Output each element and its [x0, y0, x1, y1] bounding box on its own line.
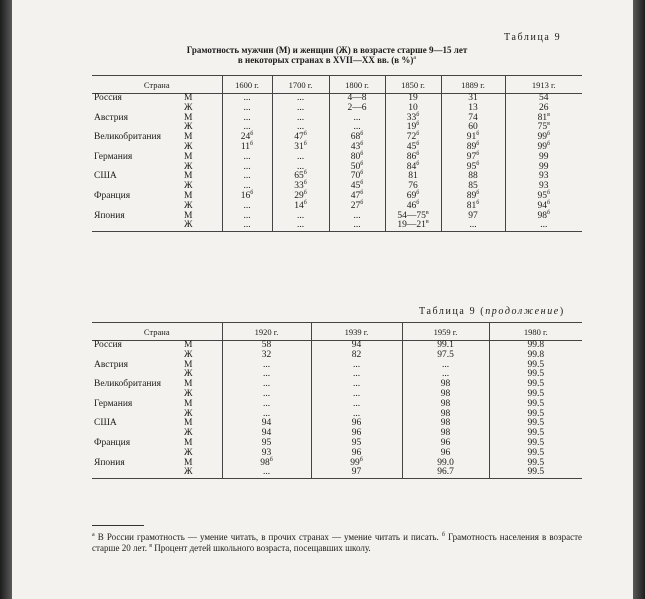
table-row — [92, 172, 582, 182]
footnote-mark: б — [250, 189, 254, 196]
literacy-value: $80^б$ — [329, 153, 385, 163]
literacy-value: ... — [222, 104, 272, 114]
footnote-mark: б — [360, 170, 364, 177]
footnote-mark: б — [303, 170, 307, 177]
footnote-mark: б — [359, 456, 363, 463]
literacy-value: ... — [222, 468, 311, 478]
literacy-value: $81^в$ — [537, 111, 550, 123]
sex-code: Ж — [182, 143, 222, 153]
table-row — [92, 351, 582, 361]
footnote-mark: б — [546, 209, 551, 216]
footnote-mark: б — [476, 150, 480, 157]
literacy-value: $11^б$ — [222, 143, 272, 153]
literacy-value: ... — [329, 114, 385, 124]
country-name: Австрия — [94, 112, 128, 123]
literacy-value: $47^б$ — [272, 133, 329, 143]
literacy-value: 98 — [402, 419, 489, 429]
literacy-value: ... — [272, 104, 329, 114]
footnote-mark: б — [360, 180, 364, 187]
header-year: 1889 г. — [441, 76, 505, 94]
literacy-value: 98 — [402, 429, 489, 439]
literacy-value: 88 — [441, 172, 505, 182]
literacy-value: 32 — [222, 351, 311, 361]
header-year: 1700 г. — [272, 76, 329, 94]
literacy-value: ... — [272, 153, 329, 163]
literacy-value: 99.5 — [527, 388, 545, 399]
table-title — [162, 45, 492, 65]
country-name: Россия — [94, 340, 122, 350]
country-name — [92, 468, 182, 478]
sex-code: М — [182, 419, 222, 429]
footnote-mark: б — [250, 140, 254, 147]
sex-code: М — [182, 114, 222, 124]
literacy-value: ... — [222, 221, 272, 231]
country-name: Великобритания — [94, 379, 161, 390]
sex-code: Ж — [182, 351, 222, 361]
literacy-value: 95 — [311, 439, 402, 449]
continuation-label-end: ) — [559, 306, 565, 317]
literacy-value: $69^б$ — [385, 192, 441, 202]
literacy-value: ... — [311, 400, 402, 410]
literacy-value: $33^б$ — [385, 114, 441, 124]
sex-code: Ж — [182, 221, 222, 231]
country-name: Франция — [94, 437, 131, 448]
literacy-value: ... — [402, 361, 489, 371]
literacy-table-1600-1913 — [92, 75, 582, 232]
sex-code: Ж — [182, 429, 222, 439]
table-row — [92, 361, 582, 371]
literacy-value: 96 — [311, 419, 402, 429]
footnote-mark: б — [303, 199, 307, 206]
header-year: 1913 г. — [505, 76, 582, 94]
header-year: 1920 г. — [222, 323, 311, 341]
footnote-mark: б — [360, 189, 364, 196]
sex-code: Ж — [182, 468, 222, 478]
literacy-value: 99.8 — [527, 349, 545, 360]
table-row — [92, 459, 582, 469]
sex-code: М — [182, 133, 222, 143]
literacy-value: $45^б$ — [385, 143, 441, 153]
literacy-value: $98^б$ — [537, 209, 551, 221]
document-page — [12, 0, 633, 599]
footnote-mark: б — [546, 140, 551, 147]
literacy-value: 98 — [402, 410, 489, 420]
country-name: Франция — [94, 190, 131, 201]
literacy-value: ... — [272, 163, 329, 173]
continuation-label-italic: продолжение — [485, 306, 560, 317]
literacy-value: $50^б$ — [329, 163, 385, 173]
table-row — [92, 468, 582, 478]
table-row — [92, 192, 582, 202]
literacy-value: $24^б$ — [222, 133, 272, 143]
literacy-value: 99.5 — [489, 468, 582, 478]
footnote-mark: б — [416, 189, 420, 196]
literacy-value: 99.5 — [527, 359, 545, 370]
country-name: США — [94, 418, 117, 429]
country-name: Россия — [94, 93, 122, 103]
literacy-value: 99 — [539, 151, 549, 162]
literacy-value: ... — [222, 370, 311, 380]
sex-code: Ж — [182, 202, 222, 212]
literacy-value: 81 — [385, 172, 441, 182]
footnote-mark: б — [416, 160, 420, 167]
footnote-mark: б — [416, 150, 420, 157]
literacy-value: 85 — [441, 182, 505, 192]
header-year: 1959 г. — [402, 323, 489, 341]
literacy-value: 82 — [311, 351, 402, 361]
table-row — [92, 104, 582, 114]
literacy-value: 99.5 — [527, 379, 545, 390]
literacy-value: 99 — [539, 161, 549, 172]
footnote-mark: в — [425, 209, 429, 216]
literacy-value: 54 — [539, 93, 549, 103]
literacy-value: ... — [222, 212, 272, 222]
literacy-value: ... — [311, 380, 402, 390]
literacy-value: $54—75^в$ — [385, 212, 441, 222]
literacy-value: 99.5 — [527, 437, 545, 448]
literacy-value: $99^б$ — [537, 140, 551, 152]
literacy-value: 96 — [402, 449, 489, 459]
literacy-value: ... — [402, 370, 489, 380]
footnote-mark: б — [476, 160, 480, 167]
literacy-value: 94 — [311, 341, 402, 351]
continuation-label-main: Таблица 9 ( — [419, 306, 486, 317]
footnote-mark: б — [250, 131, 254, 138]
header-year: 1600 г. — [222, 76, 272, 94]
literacy-value: ... — [311, 361, 402, 371]
literacy-value: 99.5 — [527, 408, 545, 419]
footnote-mark: б — [416, 111, 420, 118]
sex-code: М — [182, 212, 222, 222]
country-name: Германия — [94, 398, 133, 409]
title-line-2 — [162, 55, 492, 65]
literacy-value: 94 — [222, 419, 311, 429]
literacy-value: 13 — [441, 104, 505, 114]
literacy-table-1920-1980 — [92, 322, 582, 479]
literacy-value: $14^б$ — [272, 202, 329, 212]
literacy-value: 95 — [222, 439, 311, 449]
literacy-value: ... — [222, 114, 272, 124]
footnote-mark: б — [360, 131, 364, 138]
footnote-mark: б — [416, 140, 420, 147]
header-year: 1939 г. — [311, 323, 402, 341]
literacy-value: 99.5 — [527, 428, 545, 439]
header-year: 1800 г. — [329, 76, 385, 94]
literacy-value: 97 — [311, 468, 402, 478]
footnote-mark: в — [547, 121, 550, 128]
header-country: Страна — [92, 323, 222, 341]
literacy-value: 93 — [222, 449, 311, 459]
literacy-value: $31^б$ — [272, 143, 329, 153]
sex-code: Ж — [182, 123, 222, 133]
literacy-value: ... — [222, 182, 272, 192]
literacy-value: ... — [222, 123, 272, 133]
table-row — [92, 390, 582, 400]
table-row — [92, 153, 582, 163]
literacy-value: $94^б$ — [537, 199, 551, 211]
literacy-value: $95^б$ — [537, 189, 551, 201]
footnote-mark: б — [416, 131, 420, 138]
literacy-value: $89^б$ — [441, 192, 505, 202]
literacy-value: $45^б$ — [329, 182, 385, 192]
literacy-value: $99^б$ — [311, 459, 402, 469]
literacy-value: ... — [272, 212, 329, 222]
country-name — [92, 221, 182, 231]
sex-code: Ж — [182, 410, 222, 420]
footnote-mark: б — [546, 131, 551, 138]
table-row — [92, 370, 582, 380]
table-row — [92, 143, 582, 153]
literacy-value: ... — [222, 390, 311, 400]
footnote-mark: б — [360, 160, 364, 167]
sex-code: Ж — [182, 370, 222, 380]
literacy-value: 60 — [441, 123, 505, 133]
title-line-2-text: в некоторых странах в XVII—XX вв. (в %) — [237, 55, 414, 65]
literacy-value: $47^б$ — [329, 192, 385, 202]
footnote-mark: б — [269, 456, 273, 463]
country-name: Япония — [94, 457, 125, 468]
footnote-mark: б — [360, 150, 364, 157]
literacy-value: 99.5 — [527, 418, 545, 429]
table-label: Таблица 9 — [504, 32, 562, 43]
literacy-value: 99.5 — [527, 457, 545, 468]
table-continuation-label — [419, 306, 565, 317]
table-row — [92, 380, 582, 390]
sex-code: М — [182, 400, 222, 410]
footnote-mark: б — [546, 199, 551, 206]
country-name: Япония — [94, 210, 125, 221]
literacy-value: ... — [311, 410, 402, 420]
literacy-value: $75^в$ — [537, 121, 550, 133]
literacy-value: ... — [311, 370, 402, 380]
literacy-value: $72^б$ — [385, 133, 441, 143]
literacy-value: $27^б$ — [329, 202, 385, 212]
literacy-value: $68^б$ — [329, 133, 385, 143]
literacy-value: ... — [222, 410, 311, 420]
title-footnote-mark: а — [413, 55, 417, 61]
sex-code: М — [182, 380, 222, 390]
sex-code: М — [182, 153, 222, 163]
literacy-value: 99.1 — [402, 341, 489, 351]
footnote-mark: б — [303, 140, 307, 147]
literacy-value: $43^б$ — [329, 143, 385, 153]
sex-code: М — [182, 361, 222, 371]
literacy-value: 93 — [539, 181, 549, 192]
footnote-mark: б — [476, 199, 480, 206]
footnote-mark: б — [416, 199, 420, 206]
literacy-value: $95^б$ — [441, 163, 505, 173]
literacy-value: ... — [272, 221, 329, 231]
literacy-value: ... — [222, 153, 272, 163]
table-row — [92, 341, 582, 351]
literacy-value: 98 — [402, 400, 489, 410]
literacy-value: $29^б$ — [272, 192, 329, 202]
literacy-value: ... — [272, 114, 329, 124]
table-row — [92, 429, 582, 439]
literacy-value: ... — [222, 400, 311, 410]
literacy-value: 96 — [311, 449, 402, 459]
footnote-mark: б — [476, 140, 480, 147]
country-name: Австрия — [94, 359, 128, 370]
footnote-mark: в — [547, 111, 550, 118]
footnote-b: Грамотность населения в возрасте старше 20 лет. — [92, 532, 582, 553]
literacy-value: ... — [272, 123, 329, 133]
literacy-value: ... — [222, 172, 272, 182]
literacy-value: $16^б$ — [222, 192, 272, 202]
table-row — [92, 439, 582, 449]
literacy-value: 4—8 — [329, 94, 385, 104]
literacy-value: 93 — [539, 171, 549, 182]
literacy-value: ... — [329, 221, 385, 231]
literacy-value: ... — [222, 202, 272, 212]
header-year: 1850 г. — [385, 76, 441, 94]
footnote-mark: б — [476, 189, 480, 196]
literacy-value: ... — [222, 94, 272, 104]
table-row — [92, 133, 582, 143]
sex-code: М — [182, 439, 222, 449]
table-row — [92, 202, 582, 212]
sex-code: Ж — [182, 390, 222, 400]
literacy-value: $19—21^в$ — [385, 221, 441, 231]
literacy-value: ... — [222, 163, 272, 173]
header-country: Страна — [92, 76, 222, 94]
footnote-b-mark: б — [441, 532, 445, 538]
country-name: Великобритания — [94, 132, 161, 143]
literacy-value: $19^б$ — [385, 123, 441, 133]
footnote-mark: б — [476, 131, 480, 138]
footnote-mark: б — [416, 121, 420, 128]
literacy-value: $46^б$ — [385, 202, 441, 212]
footnote-a-mark: а — [92, 532, 95, 538]
literacy-value: 76 — [385, 182, 441, 192]
sex-code: Ж — [182, 449, 222, 459]
sex-code: Ж — [182, 163, 222, 173]
footnote-c-mark: в — [149, 543, 153, 549]
literacy-value: $91^б$ — [441, 133, 505, 143]
literacy-value: 94 — [222, 429, 311, 439]
literacy-value: $65^б$ — [272, 172, 329, 182]
literacy-value: 96 — [311, 429, 402, 439]
sex-code: М — [182, 94, 222, 104]
footnote-mark: б — [303, 189, 307, 196]
page-edge-right — [633, 0, 645, 599]
literacy-value: 58 — [222, 341, 311, 351]
literacy-value: 98 — [402, 390, 489, 400]
literacy-value: 96 — [402, 439, 489, 449]
literacy-value: ... — [272, 94, 329, 104]
footnote-mark: б — [360, 199, 364, 206]
country-name: Германия — [94, 151, 133, 162]
literacy-value: $97^б$ — [441, 153, 505, 163]
literacy-value: $81^б$ — [441, 202, 505, 212]
literacy-value: ... — [222, 361, 311, 371]
literacy-value: 2—6 — [329, 104, 385, 114]
table-row — [92, 410, 582, 420]
footnote-a: В России грамотность — умение читать, в прочих странах — умение читать и писать. — [94, 532, 442, 542]
table-row — [92, 221, 582, 231]
literacy-value: $98^б$ — [222, 459, 311, 469]
literacy-value: 99.0 — [402, 459, 489, 469]
table-row — [92, 94, 582, 104]
sex-code: Ж — [182, 104, 222, 114]
country-name: США — [94, 171, 117, 182]
footnote-c: Процент детей школьного возраста, посещавших школу. — [152, 543, 371, 553]
literacy-value: ... — [329, 123, 385, 133]
sex-code: М — [182, 192, 222, 202]
literacy-value: $99^б$ — [537, 131, 551, 143]
literacy-value: 74 — [441, 114, 505, 124]
literacy-value: $33^б$ — [272, 182, 329, 192]
footnote-mark: б — [546, 189, 551, 196]
sex-code: Ж — [182, 182, 222, 192]
literacy-value: 97.5 — [402, 351, 489, 361]
literacy-value: 99.8 — [527, 340, 545, 350]
table-row — [92, 163, 582, 173]
sex-code: М — [182, 459, 222, 469]
literacy-value: ... — [222, 380, 311, 390]
table-row — [92, 212, 582, 222]
footnote-mark: б — [360, 140, 364, 147]
header-year: 1980 г. — [489, 323, 582, 341]
literacy-value: ... — [311, 390, 402, 400]
literacy-value: ... — [505, 221, 582, 231]
footnote-mark: б — [303, 131, 307, 138]
literacy-value: ... — [441, 221, 505, 231]
literacy-value: 97 — [441, 212, 505, 222]
literacy-value: 31 — [441, 94, 505, 104]
literacy-value: 98 — [402, 380, 489, 390]
footnote-rule — [92, 525, 144, 526]
footnotes — [92, 532, 582, 554]
literacy-value: ... — [329, 212, 385, 222]
table-row — [92, 123, 582, 133]
table-row — [92, 182, 582, 192]
literacy-value: $89^б$ — [441, 143, 505, 153]
literacy-value: 99.5 — [527, 369, 545, 380]
table-row — [92, 400, 582, 410]
sex-code: М — [182, 172, 222, 182]
literacy-value: 10 — [385, 104, 441, 114]
literacy-value: 19 — [385, 94, 441, 104]
literacy-value: 99.5 — [527, 447, 545, 458]
literacy-value: $84^б$ — [385, 163, 441, 173]
literacy-value: $70^б$ — [329, 172, 385, 182]
literacy-value: 26 — [539, 102, 549, 113]
literacy-value: $86^б$ — [385, 153, 441, 163]
page-edge-left — [0, 0, 12, 599]
sex-code: М — [182, 341, 222, 351]
table-row — [92, 419, 582, 429]
footnote-mark: б — [303, 180, 307, 187]
literacy-value: 96.7 — [402, 468, 489, 478]
table-row — [92, 449, 582, 459]
title-line-1: Грамотность мужчин (М) и женщин (Ж) в возрасте старше 9—15 лет — [186, 45, 468, 55]
literacy-value: 99.5 — [527, 398, 545, 409]
table-row — [92, 114, 582, 124]
footnote-mark: в — [425, 219, 429, 226]
